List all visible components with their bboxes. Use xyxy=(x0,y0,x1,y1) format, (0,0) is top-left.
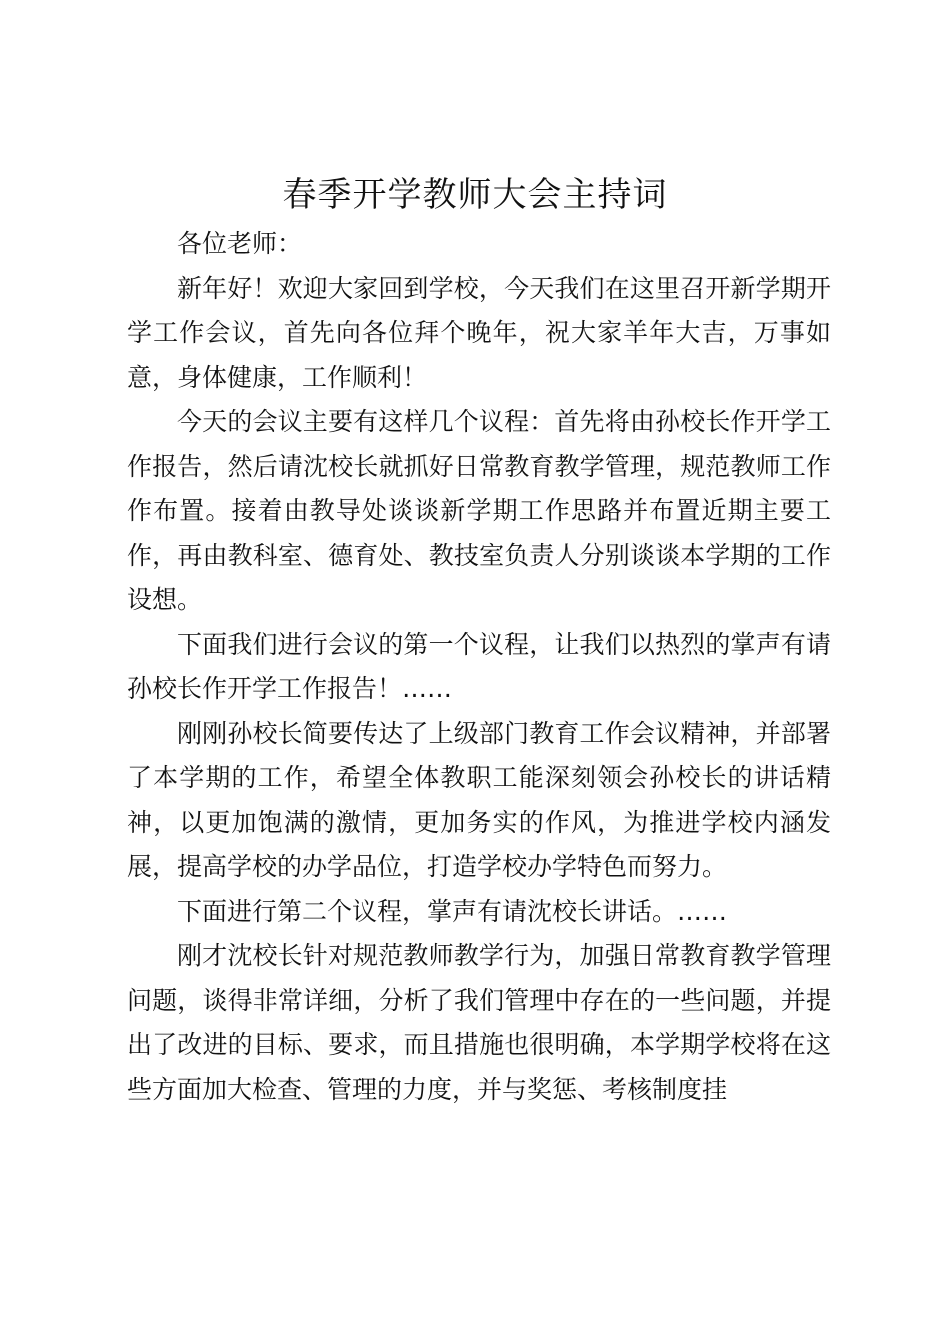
paragraph-greeting: 各位老师： xyxy=(177,229,303,258)
paragraph-first-item: 下面我们进行会议的第一个议程，让我们以热烈的掌声有请孙校长作开学工作报告！…… xyxy=(127,629,831,703)
paragraph-second-summary: 刚才沈校长针对规范教师教学行为，加强日常教育教学管理问题，谈得非常详细，分析了我们管理中存在的一些问题，并提出了改进的目标、要求，而且措施也很明确，本学期学校将在这些方面加大检查、管理的力度，并与奖惩、考核制度挂 xyxy=(127,941,831,1104)
paragraph-second-item: 下面进行第二个议程，掌声有请沈校长讲话。…… xyxy=(177,896,728,926)
document-title: 春季开学教师大会主持词 xyxy=(282,175,668,215)
paragraph-first-summary: 刚刚孙校长简要传达了上级部门教育工作会议精神，并部署了本学期的工作，希望全体教职工能深刻领会孙校长的讲话精神，以更加饱满的激情，更加务实的作风，为推进学校内涵发展，提高学校的办学品位，打造学校办学特色而努力。 xyxy=(127,718,831,881)
paragraph-welcome: 新年好！欢迎大家回到学校，今天我们在这里召开新学期开学工作会议，首先向各位拜个晚年，祝大家羊年大吉，万事如意，身体健康，工作顺利！ xyxy=(127,273,831,392)
paragraph-agenda: 今天的会议主要有这样几个议程：首先将由孙校长作开学工作报告，然后请沈校长就抓好日常教育教学管理，规范教师工作作布置。接着由教导处谈谈新学期工作思路并布置近期主要工作，再由教科室、德育处、教技室负责人分别谈谈本学期的工作设想。 xyxy=(127,407,831,614)
document-body xyxy=(127,222,831,1112)
